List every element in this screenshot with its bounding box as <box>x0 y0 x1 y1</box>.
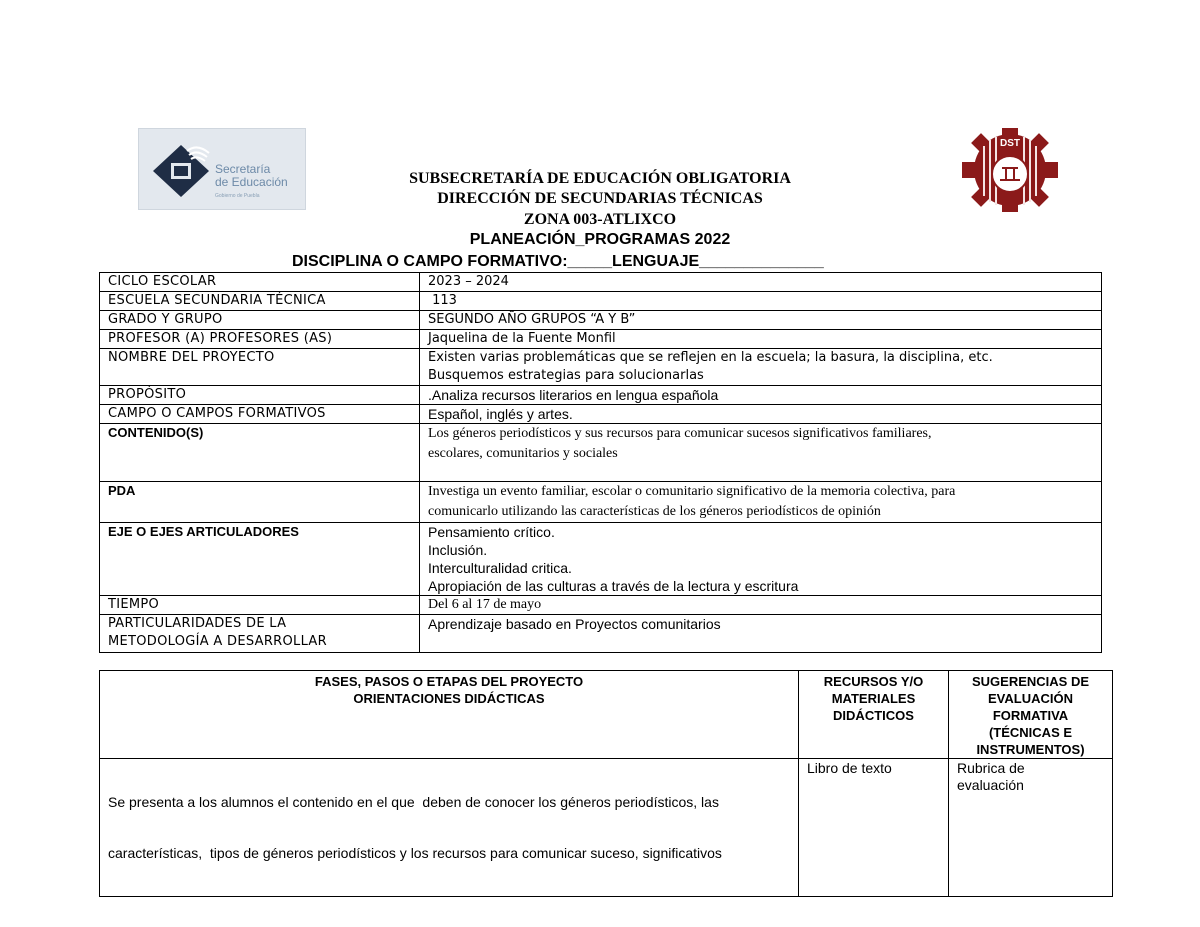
eje-values <box>420 523 1102 596</box>
header-subsecretaria: SUBSECRETARÍA DE EDUCACIÓN OBLIGATORIA <box>409 170 791 187</box>
ciclo-value: 2023 – 2024 <box>420 273 1102 292</box>
proyecto-value <box>420 349 1102 386</box>
grado-value: SEGUNDO AÑO GRUPOS “A Y B” <box>420 311 1102 330</box>
proyecto-value-line1: Existen varias problemáticas que se reflejen en la escuela; la basura, la disciplina, etc. <box>428 350 993 365</box>
pda-label: PDA <box>100 482 420 523</box>
profesor-value: Jaquelina de la Fuente Monfil <box>420 330 1102 349</box>
sugerencias-header-line1: SUGERENCIAS DE <box>971 674 1090 689</box>
eje-label: EJE O EJES ARTICULADORES <box>100 523 420 596</box>
proposito-value: .Analiza recursos literarios en lengua española <box>420 386 1102 405</box>
table-row <box>100 330 1102 349</box>
recursos-header-line2: MATERIALES <box>831 691 916 706</box>
ciclo-label: CICLO ESCOLAR <box>100 273 420 292</box>
fases-header-line2: ORIENTACIONES DIDÁCTICAS <box>353 691 545 706</box>
recursos-header-line1: RECURSOS Y/O <box>823 674 924 689</box>
recursos-header-line3: DIDÁCTICOS <box>833 708 914 723</box>
table-row <box>100 349 1102 386</box>
table-header-row <box>100 671 1113 759</box>
header-zona: ZONA 003-ATLIXCO <box>523 211 677 228</box>
tiempo-value: Del 6 al 17 de mayo <box>420 596 1102 615</box>
sugerencias-header-line4: (TÉCNICAS E <box>988 725 1073 740</box>
fases-cell-line1: Se presenta a los alumnos el contenido en el que deben de conocer los géneros periodísticos, las <box>108 794 719 810</box>
sugerencias-header-line3: FORMATIVA <box>992 708 1069 723</box>
fases-header-line1: FASES, PASOS O ETAPAS DEL PROYECTO <box>314 674 584 689</box>
table-row <box>100 311 1102 330</box>
table-row <box>100 759 1113 897</box>
sugerencias-header-line2: EVALUACIÓN <box>988 691 1073 706</box>
recursos-cell: Libro de texto <box>799 759 949 897</box>
sugerencias-header-line5: INSTRUMENTOS) <box>976 742 1085 757</box>
table-row <box>100 405 1102 424</box>
eje-value-item: Apropiación de las culturas a través de la lectura y escritura <box>428 578 799 594</box>
contenido-value-line2: escolares, comunitarios y sociales <box>428 446 618 461</box>
escuela-label: ESCUELA SECUNDARIA TÉCNICA <box>100 292 420 311</box>
contenido-value-line1: Los géneros periodísticos y sus recursos para comunicar sucesos significativos familiares, <box>428 426 932 441</box>
escuela-value: 113 <box>420 292 1102 311</box>
sugerencias-cell-line1: Rubrica de <box>957 760 1025 776</box>
table-row <box>100 482 1102 523</box>
table-row <box>100 523 1102 596</box>
proposito-label: PROPÓSITO <box>100 386 420 405</box>
sugerencias-cell-line2: evaluación <box>957 777 1024 793</box>
dst-initials: DST <box>1000 138 1020 149</box>
campo-label: CAMPO O CAMPOS FORMATIVOS <box>100 405 420 424</box>
particularidades-value: Aprendizaje basado en Proyectos comunitarios <box>420 615 1102 653</box>
header-disciplina: DISCIPLINA O CAMPO FORMATIVO:_____LENGUAJE______________ <box>292 253 824 270</box>
pda-value-line1: Investiga un evento familiar, escolar o comunitario significativo de la memoria colectiva, para <box>428 484 956 499</box>
proyecto-value-line2: Busquemos estrategias para solucionarlas <box>428 368 704 383</box>
fases-cell-line2: características, tipos de géneros periodísticos y los recursos para comunicar suceso, significativos <box>108 845 722 861</box>
fases-header <box>100 671 799 759</box>
sugerencias-cell <box>949 759 1113 897</box>
logo-text-line1: Secretaría <box>215 162 271 176</box>
contenido-value <box>420 424 1102 482</box>
table-row <box>100 615 1102 653</box>
project-info-table <box>99 272 1102 653</box>
eje-value-item: Inclusión. <box>428 542 488 558</box>
pda-value <box>420 482 1102 523</box>
logo-text-line2: de Educación <box>215 175 288 189</box>
table-row <box>100 596 1102 615</box>
table-row <box>100 424 1102 482</box>
particularidades-label-line1: PARTICULARIDADES DE LA <box>108 616 287 631</box>
header-planeacion: PLANEACIÓN_PROGRAMAS 2022 <box>469 231 731 248</box>
eje-value-item: Interculturalidad critica. <box>428 560 572 576</box>
grado-label: GRADO Y GRUPO <box>100 311 420 330</box>
sugerencias-header <box>949 671 1113 759</box>
fases-cell <box>100 759 799 897</box>
particularidades-label-line2: METODOLOGÍA A DESARROLLAR <box>108 634 327 649</box>
logo-subtext: Gobierno de Puebla <box>215 193 260 199</box>
profesor-label: PROFESOR (A) PROFESORES (AS) <box>100 330 420 349</box>
recursos-header <box>799 671 949 759</box>
eje-value-item: Pensamiento crítico. <box>428 524 555 540</box>
proyecto-label: NOMBRE DEL PROYECTO <box>100 349 420 386</box>
particularidades-label <box>100 615 420 653</box>
contenido-label: CONTENIDO(S) <box>100 424 420 482</box>
table-row <box>100 386 1102 405</box>
pda-value-line2: comunicarlo utilizando las características de los géneros periodísticos de opinión <box>428 504 881 519</box>
campo-value: Español, inglés y artes. <box>420 405 1102 424</box>
header-direccion: DIRECCIÓN DE SECUNDARIAS TÉCNICAS <box>437 190 763 207</box>
table-row <box>100 273 1102 292</box>
project-phases-table <box>99 670 1113 897</box>
tiempo-label: TIEMPO <box>100 596 420 615</box>
table-row <box>100 292 1102 311</box>
